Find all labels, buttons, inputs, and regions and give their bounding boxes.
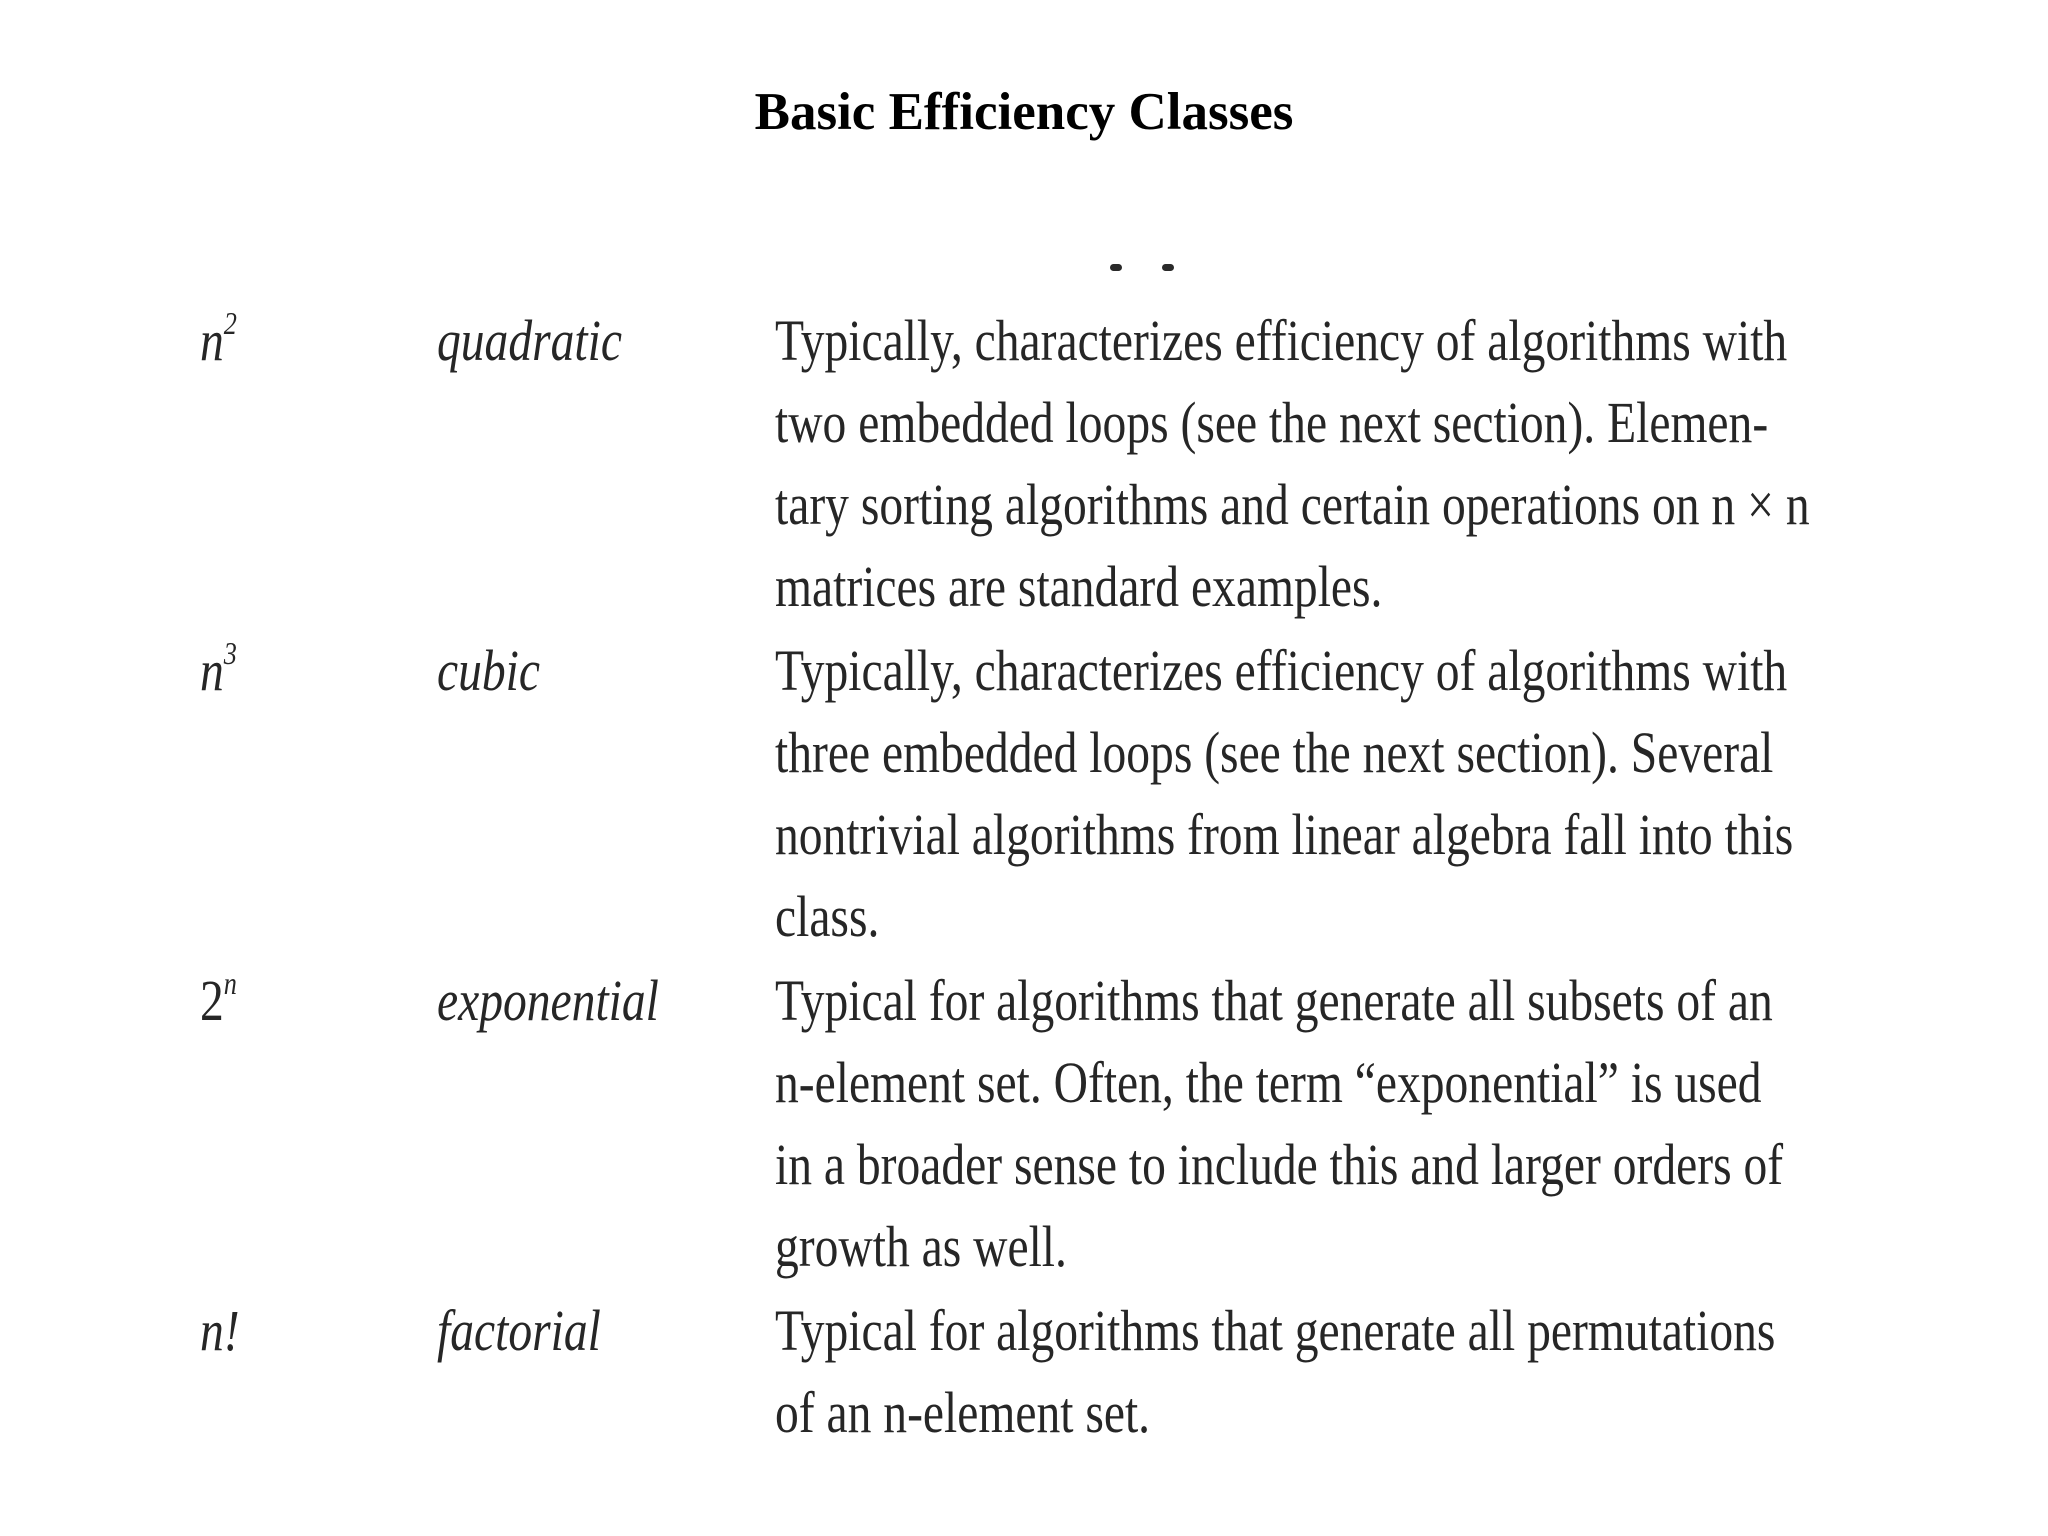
- order-exponent: n: [223, 965, 237, 1001]
- description-line: tary sorting algorithms and certain operations on n × n: [775, 472, 1810, 537]
- description-line: Typical for algorithms that generate all permutations: [775, 1298, 1776, 1363]
- description-line: Typical for algorithms that generate all subsets of an: [775, 968, 1773, 1033]
- page-title: Basic Efficiency Classes: [754, 83, 1294, 141]
- order-base: n!: [200, 1298, 240, 1363]
- order-base: n: [200, 638, 224, 703]
- class-description: [775, 300, 1890, 628]
- order-exponent: 2: [223, 305, 237, 341]
- description-line: Typically, characterizes efficiency of algorithms with: [775, 308, 1788, 373]
- class-description: [775, 1290, 1890, 1454]
- class-name: quadratic: [437, 308, 622, 373]
- class-name: exponential: [437, 968, 659, 1033]
- order-base: 2: [200, 968, 224, 1033]
- description-line: nontrivial algorithms from linear algebra fall into this: [775, 802, 1794, 867]
- class-description: [775, 960, 1890, 1288]
- description-line: three embedded loops (see the next section). Several: [775, 720, 1774, 785]
- class-name: cubic: [437, 638, 540, 703]
- description-line: in a broader sense to include this and larger orders of: [775, 1132, 1784, 1197]
- order-base: n: [200, 308, 224, 373]
- class-description: [775, 630, 1890, 958]
- order-of-growth: [200, 630, 323, 712]
- order-of-growth: [200, 960, 323, 1042]
- description-line: Typically, characterizes efficiency of algorithms with: [775, 638, 1788, 703]
- description-line: two embedded loops (see the next section). Elemen-: [775, 390, 1769, 455]
- description-line: class.: [775, 884, 880, 949]
- description-line: n-element set. Often, the term “exponential” is used: [775, 1050, 1762, 1115]
- cropped-text-fragment: [1110, 250, 1470, 272]
- efficiency-classes-table: [200, 250, 1900, 1470]
- order-of-growth: [200, 1290, 323, 1372]
- order-exponent: 3: [223, 635, 237, 671]
- description-line: growth as well.: [775, 1214, 1067, 1279]
- class-name: factorial: [437, 1298, 601, 1363]
- description-line: matrices are standard examples.: [775, 554, 1383, 619]
- description-line: of an n-element set.: [775, 1380, 1151, 1445]
- order-of-growth: [200, 300, 323, 382]
